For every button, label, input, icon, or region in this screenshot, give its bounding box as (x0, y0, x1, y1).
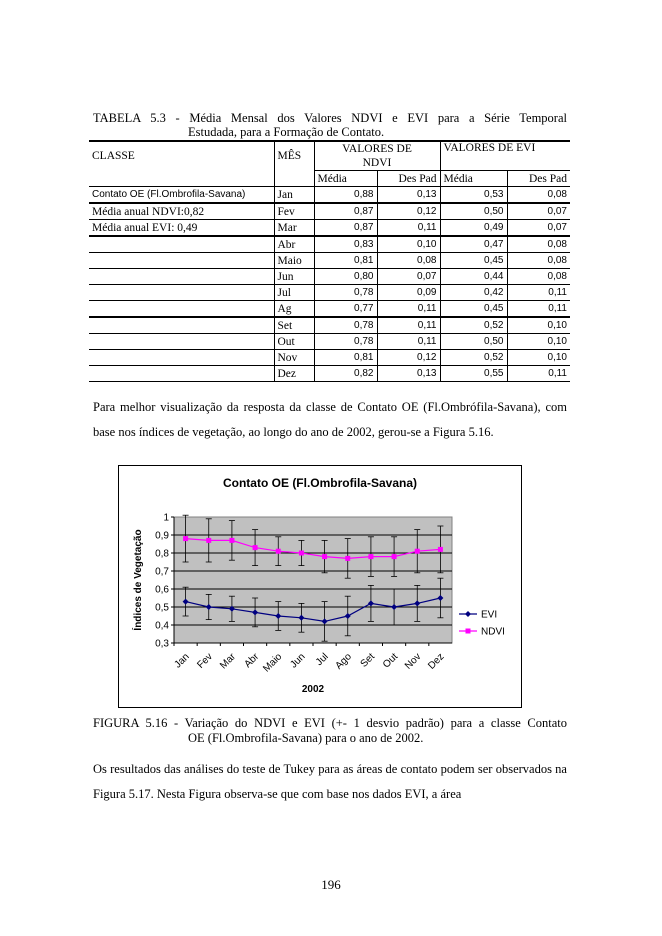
cell-evi-media: 0,44 (440, 269, 507, 285)
data-point-ndvi (392, 554, 397, 559)
cell-mes: Nov (274, 350, 314, 366)
cell-evi-media: 0,42 (440, 285, 507, 301)
cell-ndvi-media: 0,78 (314, 285, 377, 301)
cell-evi-despad: 0,08 (507, 253, 570, 269)
cell-classe (89, 366, 274, 382)
x-tick-label: Abr (242, 651, 262, 671)
cell-evi-despad: 0,08 (507, 236, 570, 253)
x-tick-label: Nov (403, 651, 424, 672)
data-point-ndvi (345, 556, 350, 561)
data-point-ndvi (438, 547, 443, 552)
cell-classe (89, 334, 274, 350)
cell-ndvi-media: 0,87 (314, 220, 377, 237)
cell-ndvi-media: 0,83 (314, 236, 377, 253)
cell-ndvi-media: 0,82 (314, 366, 377, 382)
y-tick-label: 0,8 (155, 548, 169, 560)
cell-ndvi-media: 0,77 (314, 301, 377, 318)
cell-mes: Out (274, 334, 314, 350)
y-tick-label: 0,4 (155, 620, 169, 632)
cell-ndvi-media: 0,78 (314, 334, 377, 350)
plot-area (174, 517, 452, 643)
cell-ndvi-media: 0,81 (314, 350, 377, 366)
x-tick-label: Maio (261, 651, 285, 675)
cell-evi-despad: 0,10 (507, 317, 570, 334)
y-tick-label: 1 (163, 512, 169, 524)
cell-mes: Mar (274, 220, 314, 237)
table-row (89, 220, 570, 237)
y-tick-label: 0,9 (155, 530, 169, 542)
cell-classe (89, 285, 274, 301)
legend-marker-ndvi (466, 629, 471, 634)
header-classe: CLASSE (89, 141, 274, 171)
header-mes: MÊS (274, 141, 314, 171)
cell-evi-media: 0,55 (440, 366, 507, 382)
cell-evi-media: 0,53 (440, 187, 507, 204)
table-row (89, 350, 570, 366)
subheader-evi-media: Média (440, 171, 507, 187)
cell-ndvi-media: 0,87 (314, 203, 377, 220)
header-ndvi-line1: VALORES DE (342, 143, 412, 155)
cell-evi-despad: 0,10 (507, 350, 570, 366)
cell-evi-despad: 0,11 (507, 285, 570, 301)
cell-evi-despad: 0,07 (507, 203, 570, 220)
cell-classe (89, 301, 274, 318)
subheader-empty (89, 171, 274, 187)
table-row (89, 236, 570, 253)
header-ndvi (314, 141, 440, 171)
x-tick-label: Fev (195, 651, 215, 671)
x-tick-label: Jan (172, 651, 192, 671)
cell-ndvi-despad: 0,12 (377, 350, 440, 366)
cell-ndvi-despad: 0,11 (377, 301, 440, 318)
subheader-ndvi-media: Média (314, 171, 377, 187)
cell-mes: Dez (274, 366, 314, 382)
header-ndvi-line2: NDVI (362, 157, 392, 169)
table-row (89, 301, 570, 318)
table-caption-line1: TABELA 5.3 - Média Mensal dos Valores NDVI e EVI para a Série Temporal (93, 111, 567, 125)
table-row (89, 317, 570, 334)
x-tick-label: Jul (313, 651, 331, 669)
header-evi: VALORES DE EVI (440, 141, 570, 171)
cell-evi-media: 0,47 (440, 236, 507, 253)
cell-mes: Jan (274, 187, 314, 204)
figure-chart (118, 465, 522, 708)
data-point-ndvi (253, 545, 258, 550)
cell-mes: Jun (274, 269, 314, 285)
cell-classe (89, 253, 274, 269)
cell-evi-despad: 0,11 (507, 366, 570, 382)
y-tick-label: 0,7 (155, 566, 169, 578)
x-tick-label: Mar (218, 651, 239, 672)
cell-ndvi-despad: 0,11 (377, 334, 440, 350)
cell-classe: Contato OE (Fl.Ombrofila-Savana) (89, 187, 274, 204)
paragraph-1: Para melhor visualização da resposta da classe de Contato OE (Fl.Ombrófila-Savana), com base nos índices de vegetação, ao longo do ano de 2002, gerou-se a Figura 5.16. (93, 400, 567, 439)
cell-ndvi-despad: 0,09 (377, 285, 440, 301)
legend-label-evi: EVI (481, 609, 498, 621)
subheader-empty-mes (274, 171, 314, 187)
cell-ndvi-despad: 0,13 (377, 187, 440, 204)
cell-classe: Média anual NDVI:0,82 (89, 203, 274, 220)
subheader-evi-despad: Des Pad (507, 171, 570, 187)
cell-evi-despad: 0,08 (507, 269, 570, 285)
cell-mes: Fev (274, 203, 314, 220)
legend-marker-evi (465, 611, 471, 617)
cell-classe (89, 269, 274, 285)
cell-evi-media: 0,45 (440, 301, 507, 318)
x-tick-label: Jun (288, 651, 308, 671)
data-table (89, 140, 570, 382)
cell-ndvi-despad: 0,11 (377, 220, 440, 237)
table-row (89, 366, 570, 382)
y-tick-label: 0,3 (155, 638, 169, 650)
table-row (89, 334, 570, 350)
x-axis-label: 2002 (301, 684, 325, 695)
data-point-ndvi (276, 549, 281, 554)
data-point-ndvi (368, 554, 373, 559)
table-caption-line2: Estudada, para a Formação de Contato. (188, 125, 385, 139)
cell-evi-despad: 0,11 (507, 301, 570, 318)
cell-ndvi-despad: 0,10 (377, 236, 440, 253)
x-tick-label: Out (381, 651, 401, 671)
page-number: 196 (321, 877, 341, 892)
table-row (89, 269, 570, 285)
cell-mes: Set (274, 317, 314, 334)
y-tick-label: 0,5 (155, 602, 169, 614)
chart-title: Contato OE (Fl.Ombrofila-Savana) (222, 476, 418, 490)
figure-caption-line2: OE (Fl.Ombrofila-Savana) para o ano de 2002. (188, 731, 424, 745)
cell-evi-despad: 0,07 (507, 220, 570, 237)
data-point-ndvi (322, 554, 327, 559)
table-row (89, 285, 570, 301)
cell-ndvi-media: 0,88 (314, 187, 377, 204)
cell-mes: Ag (274, 301, 314, 318)
cell-classe: Média anual EVI: 0,49 (89, 220, 274, 237)
cell-evi-despad: 0,08 (507, 187, 570, 204)
cell-mes: Abr (274, 236, 314, 253)
table-row (89, 253, 570, 269)
figure-caption-line1: FIGURA 5.16 - Variação do NDVI e EVI (+- 1 desvio padrão) para a classe Contato (93, 716, 567, 730)
cell-ndvi-despad: 0,08 (377, 253, 440, 269)
data-point-ndvi (229, 538, 234, 543)
table-row (89, 187, 570, 204)
cell-evi-media: 0,45 (440, 253, 507, 269)
x-tick-label: Set (358, 651, 378, 670)
cell-evi-media: 0,52 (440, 317, 507, 334)
data-point-ndvi (299, 551, 304, 556)
table-subheader-row (89, 171, 570, 187)
x-tick-label: Ago (333, 651, 354, 672)
cell-ndvi-despad: 0,07 (377, 269, 440, 285)
y-tick-label: 0,6 (155, 584, 169, 596)
cell-classe (89, 350, 274, 366)
cell-ndvi-media: 0,81 (314, 253, 377, 269)
cell-ndvi-despad: 0,13 (377, 366, 440, 382)
table-header-row (89, 141, 570, 171)
cell-mes: Jul (274, 285, 314, 301)
paragraph-2: Os resultados das análises do teste de Tukey para as áreas de contato podem ser observados na Figura 5.17. Nesta Figura observa-se que com base nos dados EVI, a área (93, 762, 567, 801)
cell-evi-media: 0,50 (440, 334, 507, 350)
chart-svg (119, 466, 521, 707)
cell-mes: Maio (274, 253, 314, 269)
cell-classe (89, 236, 274, 253)
cell-evi-media: 0,50 (440, 203, 507, 220)
y-axis-label: Índices de Vegetação (133, 529, 144, 631)
cell-ndvi-despad: 0,11 (377, 317, 440, 334)
cell-evi-media: 0,49 (440, 220, 507, 237)
x-tick-label: Dez (426, 651, 447, 672)
cell-ndvi-media: 0,78 (314, 317, 377, 334)
data-point-ndvi (183, 536, 188, 541)
table-row (89, 203, 570, 220)
cell-evi-despad: 0,10 (507, 334, 570, 350)
subheader-ndvi-despad: Des Pad (377, 171, 440, 187)
data-point-ndvi (206, 538, 211, 543)
cell-classe (89, 317, 274, 334)
data-point-ndvi (415, 549, 420, 554)
cell-ndvi-despad: 0,12 (377, 203, 440, 220)
cell-ndvi-media: 0,80 (314, 269, 377, 285)
legend-label-ndvi: NDVI (481, 626, 505, 638)
cell-evi-media: 0,52 (440, 350, 507, 366)
